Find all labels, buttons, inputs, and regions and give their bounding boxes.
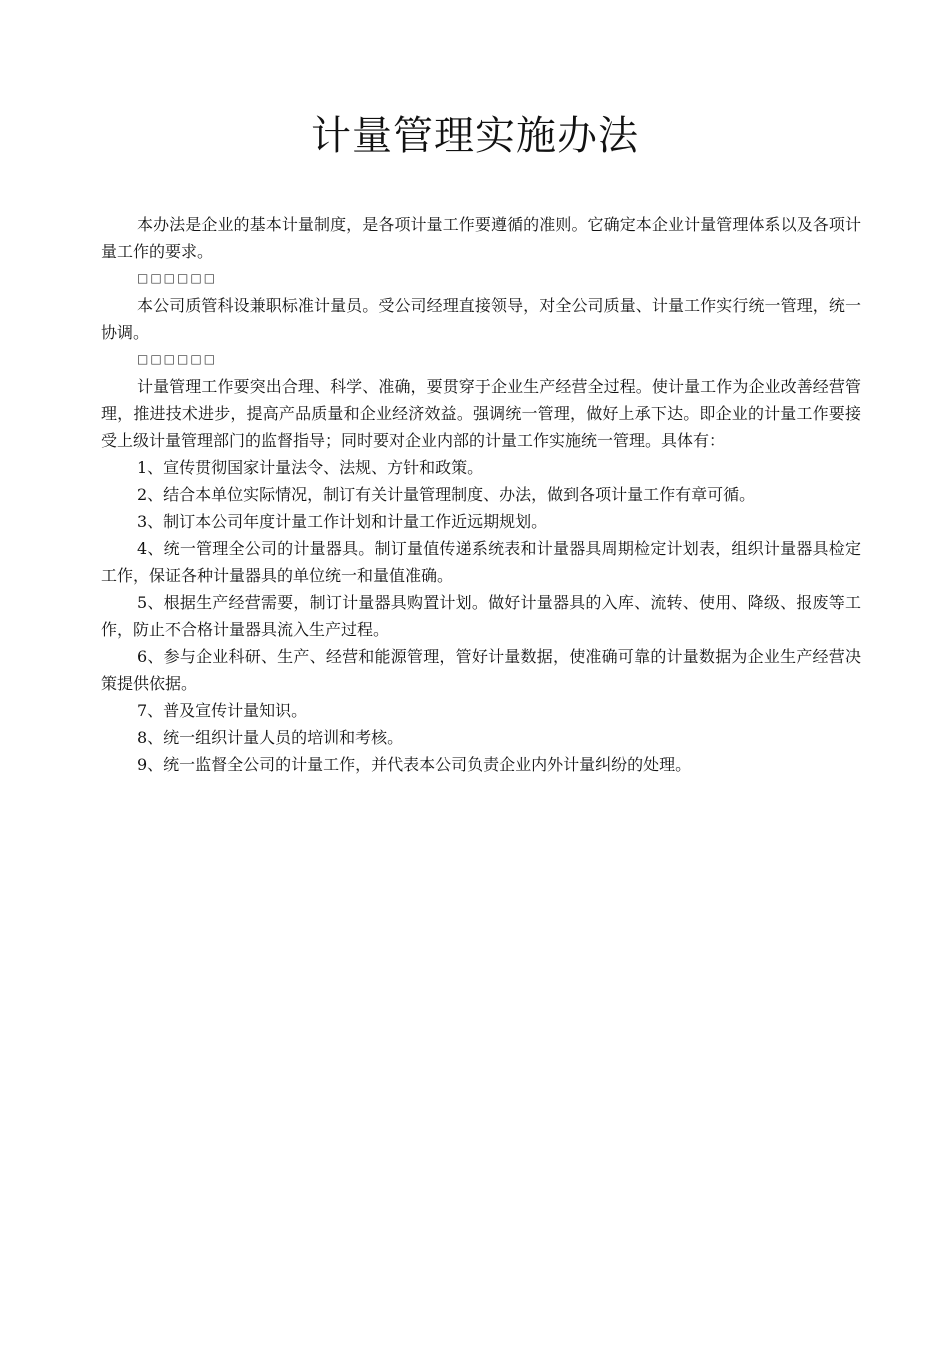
list-item: 5、根据生产经营需要，制订计量器具购置计划。做好计量器具的入库、流转、使用、降级、报废等工作，防止不合格计量器具流入生产过程。 xyxy=(101,593,861,639)
document-title: 计量管理实施办法 xyxy=(311,113,639,159)
list-item: 4、统一管理全公司的计量器具。制订量值传递系统表和计量器具周期检定计划表，组织计量器具检定工作，保证各种计量器具的单位统一和量值准确。 xyxy=(101,539,861,585)
list-item: 7、普及宣传计量知识。 xyxy=(137,701,308,720)
document-body xyxy=(101,211,861,778)
list-item: 3、制订本公司年度计量工作计划和计量工作近远期规划。 xyxy=(137,512,548,531)
intro-paragraph: 本办法是企业的基本计量制度，是各项计量工作要遵循的准则。它确定本企业计量管理体系以及各项计量工作的要求。 xyxy=(101,215,861,261)
section-1-paragraph: 本公司质管科设兼职标准计量员。受公司经理直接领导，对全公司质量、计量工作实行统一管理，统一协调。 xyxy=(101,296,861,342)
section-2-paragraph: 计量管理工作要突出合理、科学、准确，要贯穿于企业生产经营全过程。使计量工作为企业改善经营管理，推进技术进步，提高产品质量和企业经济效益。强调统一管理，做好上承下达。即企业的计量工作要接受上级计量管理部门的监督指导；同时要对企业内部的计量工作实施统一管理。具体有： xyxy=(101,377,861,450)
list-item: 2、结合本单位实际情况，制订有关计量管理制度、办法，做到各项计量工作有章可循。 xyxy=(137,485,756,504)
section-heading-2: □□□□□□ xyxy=(137,352,218,366)
list-item: 9、统一监督全公司的计量工作，并代表本公司负责企业内外计量纠纷的处理。 xyxy=(137,755,692,774)
list-item: 8、统一组织计量人员的培训和考核。 xyxy=(137,728,404,747)
list-item: 6、参与企业科研、生产、经营和能源管理，管好计量数据，使准确可靠的计量数据为企业生产经营决策提供依据。 xyxy=(101,647,861,693)
section-heading-1: □□□□□□ xyxy=(137,271,218,285)
list-item: 1、宣传贯彻国家计量法令、法规、方针和政策。 xyxy=(137,458,484,477)
